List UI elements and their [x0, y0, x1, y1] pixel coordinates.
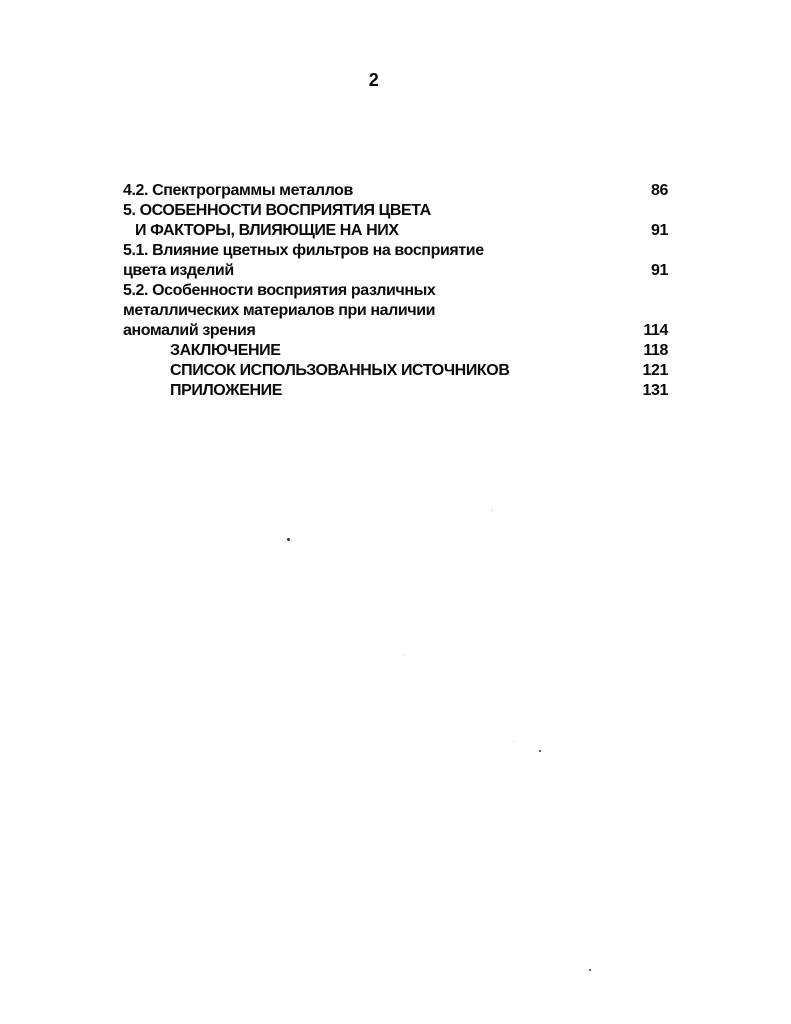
scan-speck: [513, 741, 514, 742]
toc-entry-page: 91: [651, 222, 668, 239]
scan-speck: [539, 750, 541, 752]
toc-entry-text: ПРИЛОЖЕНИЕ: [170, 382, 282, 399]
toc-entry-page: 131: [642, 382, 668, 399]
toc-entry-text: цвета изделий: [123, 262, 234, 279]
toc-line: [123, 281, 668, 301]
toc-entry-page: 91: [651, 262, 668, 279]
toc-line: [123, 221, 668, 241]
toc-entry-text: 5. ОСОБЕННОСТИ ВОСПРИЯТИЯ ЦВЕТА: [123, 202, 431, 219]
toc-entry-text: И ФАКТОРЫ, ВЛИЯЮЩИЕ НА НИХ: [135, 222, 399, 239]
scan-speck: [287, 538, 290, 541]
toc-entry-text: 4.2. Спектрограммы металлов: [123, 182, 353, 199]
toc-line: [123, 381, 668, 401]
toc-line: [123, 181, 668, 201]
scan-speck: [403, 655, 404, 656]
toc-line: [123, 321, 668, 341]
toc-line: [123, 201, 668, 221]
toc-entry-text: 5.1. Влияние цветных фильтров на восприятие: [123, 242, 484, 259]
toc-line: [123, 301, 668, 321]
toc-entry-page: 118: [643, 342, 668, 359]
toc-line: [123, 241, 668, 261]
scan-speck: [589, 969, 591, 971]
table-of-contents: [123, 181, 668, 401]
toc-entry-text: металлических материалов при наличии: [123, 302, 436, 319]
toc-entry-text: СПИСОК ИСПОЛЬЗОВАННЫХ ИСТОЧНИКОВ: [170, 362, 510, 379]
toc-entry-text: 5.2. Особенности восприятия различных: [123, 282, 436, 299]
toc-line: [123, 261, 668, 281]
page-number: 2: [368, 70, 380, 90]
toc-line: [123, 361, 668, 381]
toc-entry-page: 121: [642, 362, 668, 379]
toc-entry-text: ЗАКЛЮЧЕНИЕ: [170, 342, 281, 359]
toc-line: [123, 341, 668, 361]
toc-entry-page: 114: [643, 322, 668, 339]
toc-entry-page: 86: [651, 182, 668, 199]
toc-entry-text: аномалий зрения: [123, 322, 256, 339]
scan-speck: [491, 510, 492, 511]
